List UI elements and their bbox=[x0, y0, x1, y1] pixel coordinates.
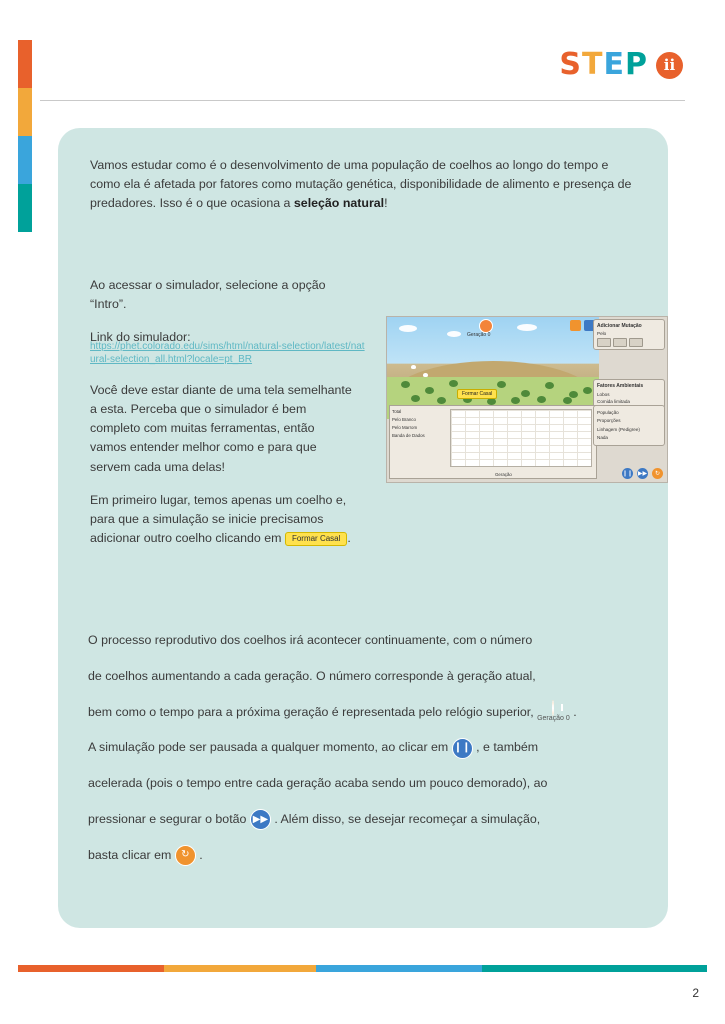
side-bar-blue bbox=[18, 136, 32, 184]
chart-x-axis-label: Geração bbox=[495, 472, 512, 477]
side-bar-yellow bbox=[18, 88, 32, 136]
simulator-playback-controls[interactable] bbox=[622, 468, 663, 479]
bush-icon bbox=[511, 397, 520, 404]
lower-paragraph-4-end: , e também bbox=[476, 740, 539, 755]
clock-caption: Geração 0 bbox=[537, 715, 570, 723]
reset-icon[interactable]: ↻ bbox=[652, 468, 663, 479]
cloud-icon bbox=[447, 331, 461, 337]
rabbit-icon bbox=[411, 365, 416, 369]
view-option-populacao[interactable]: População bbox=[597, 410, 619, 415]
mutation-row-label: Pelo bbox=[597, 331, 607, 336]
simulator-view-options[interactable] bbox=[593, 405, 665, 446]
rabbit-icon bbox=[423, 373, 428, 377]
bush-icon bbox=[437, 397, 446, 404]
chart-gridlines bbox=[451, 410, 591, 466]
left-column bbox=[90, 276, 365, 562]
chart-plot-area bbox=[450, 409, 592, 467]
bush-icon bbox=[521, 390, 530, 397]
bush-icon bbox=[583, 387, 592, 394]
logo-letter-e: E bbox=[603, 47, 625, 82]
simulator-mutation-panel bbox=[593, 319, 665, 350]
reset-icon[interactable]: ↻ bbox=[175, 845, 196, 866]
lower-paragraph-7 bbox=[88, 841, 646, 871]
view-option-proporcoes[interactable]: Proporções bbox=[597, 418, 621, 424]
formar-casal-chip[interactable]: Formar Casal bbox=[285, 532, 347, 547]
mutation-swatch[interactable] bbox=[629, 338, 643, 347]
paragraph-first-rabbit-text-1: Em primeiro lugar, temos apenas um coelho e, para que a simulação se inicie precisamos adicionar outro coelho clicando em bbox=[90, 492, 347, 546]
intro-text-2: ! bbox=[384, 196, 388, 211]
bush-icon bbox=[449, 380, 458, 387]
simulator-top-buttons[interactable] bbox=[570, 320, 595, 331]
simulator-food-button[interactable] bbox=[570, 320, 581, 331]
mutation-swatch[interactable] bbox=[597, 338, 611, 347]
footer-bar-orange bbox=[18, 965, 164, 972]
logo-letter-t: T bbox=[582, 47, 604, 82]
environment-item-wolves[interactable]: Lobos bbox=[597, 391, 610, 397]
footer-color-bars bbox=[18, 965, 707, 972]
lower-paragraph-4 bbox=[88, 733, 646, 763]
cloud-icon bbox=[517, 324, 537, 331]
intro-paragraph bbox=[90, 156, 635, 214]
lower-paragraph-6 bbox=[88, 805, 646, 835]
lower-paragraph-6-end: . Além disso, se desejar recomeçar a simulação, bbox=[274, 811, 541, 826]
step-logo bbox=[559, 47, 683, 82]
mutation-swatches[interactable] bbox=[597, 338, 661, 347]
side-bar-teal bbox=[18, 184, 32, 232]
view-option-nada[interactable]: Nada bbox=[597, 434, 608, 440]
footer-bar-teal bbox=[482, 965, 707, 972]
simulator-generation-clock-icon[interactable] bbox=[479, 319, 493, 333]
cloud-icon bbox=[399, 325, 417, 332]
pause-icon[interactable]: ❙❙ bbox=[452, 738, 473, 759]
legend-item-white-fur: Pelo Branco bbox=[392, 416, 416, 422]
fast-forward-icon[interactable]: ▶▶ bbox=[250, 809, 271, 830]
intro-bold-term: seleção natural bbox=[293, 196, 385, 211]
footer-bar-yellow bbox=[164, 965, 316, 972]
lower-paragraph-7-text: basta clicar em bbox=[88, 847, 172, 862]
bush-icon bbox=[563, 397, 572, 404]
lower-paragraph-6-text: pressionar e segurar o botão bbox=[88, 811, 247, 826]
intro-block bbox=[90, 156, 638, 228]
bush-icon bbox=[411, 395, 420, 402]
lower-text-block bbox=[88, 626, 646, 876]
legend-item-total: Total bbox=[392, 409, 402, 414]
logo-circle-icon: ii bbox=[656, 52, 683, 79]
fast-forward-icon[interactable]: ▶▶ bbox=[637, 468, 648, 479]
bush-icon bbox=[401, 381, 410, 388]
lower-paragraph-3-end: . bbox=[573, 704, 577, 719]
generation-clock-icon bbox=[537, 702, 570, 722]
logo-letter-p: P bbox=[625, 47, 648, 82]
simulator-generation-label: Geração 0 bbox=[467, 332, 491, 338]
header-divider bbox=[40, 100, 685, 101]
bush-icon bbox=[487, 398, 496, 405]
bush-icon bbox=[545, 382, 554, 389]
legend-item-brown-fur: Pelo Marrom bbox=[392, 424, 418, 430]
lower-paragraph-1: O processo reprodutivo dos coelhos irá acontecer continuamente, com o número bbox=[88, 633, 533, 647]
link-label: Link do simulador: bbox=[90, 330, 191, 345]
paragraph-access-simulator: Ao acessar o simulador, selecione a opção “Intro”. bbox=[90, 278, 326, 312]
clock-dial bbox=[552, 700, 554, 716]
lower-paragraph-3-text: bem como o tempo para a próxima geração é representada pelo relógio superior, bbox=[88, 704, 534, 719]
side-bar-orange bbox=[18, 40, 32, 88]
view-option-linhagem[interactable]: Linhagem (Pedigree) bbox=[597, 426, 640, 432]
simulator-screenshot bbox=[386, 316, 668, 483]
side-color-bars bbox=[18, 40, 32, 232]
paragraph-first-rabbit bbox=[90, 491, 352, 549]
content-panel bbox=[58, 128, 668, 928]
paragraph-first-rabbit-text-2: . bbox=[347, 531, 351, 546]
mutation-swatch[interactable] bbox=[613, 338, 627, 347]
bush-icon bbox=[425, 387, 434, 394]
logo-wordmark bbox=[559, 47, 648, 82]
page-number: 2 bbox=[692, 986, 699, 1000]
lower-paragraph-5: acelerada (pois o tempo entre cada geração acaba sendo um pouco demorado), ao bbox=[88, 776, 548, 791]
lower-paragraph-7-end: . bbox=[199, 847, 203, 862]
chart-legend bbox=[392, 408, 446, 440]
pause-icon[interactable]: ❙❙ bbox=[622, 468, 633, 479]
logo-letter-s: S bbox=[559, 47, 583, 82]
paragraph-screen-description: Você deve estar diante de uma tela semelhante a esta. Perceba que o simulador é bem completo com muitas ferramentas, então vamos entender melhor como e para que servem cada uma delas! bbox=[90, 382, 352, 474]
simulator-formar-casal-button[interactable]: Formar Casal bbox=[457, 389, 497, 399]
intro-text-1: Vamos estudar como é o desenvolvimento de uma população de coelhos ao longo do tempo e como ela é afetada por fatores como mutação genética, disponibilidade de alimento e presença de predadores. Isso é o que ocasiona a bbox=[90, 158, 632, 211]
lower-paragraph-2: de coelhos aumentando a cada geração. O número corresponde à geração atual, bbox=[88, 668, 536, 683]
simulator-population-chart bbox=[389, 405, 597, 479]
bush-icon bbox=[497, 381, 506, 388]
lower-paragraph-4-text: A simulação pode ser pausada a qualquer momento, ao clicar em bbox=[88, 740, 449, 755]
environment-panel-title: Fatores Ambientais bbox=[597, 383, 644, 389]
environment-item-limited-food[interactable]: Comida limitada bbox=[597, 399, 630, 405]
simulator-link[interactable]: https://phet.colorado.edu/sims/html/natural-selection/latest/natural-selection_all.html?locale=pt_BR bbox=[90, 340, 365, 366]
bush-icon bbox=[537, 396, 546, 403]
lower-paragraph-3 bbox=[88, 698, 646, 728]
footer-bar-blue bbox=[316, 965, 482, 972]
legend-item-data-band: Banda de Dados bbox=[392, 432, 425, 438]
mutation-panel-title: Adicionar Mutação bbox=[597, 323, 642, 329]
